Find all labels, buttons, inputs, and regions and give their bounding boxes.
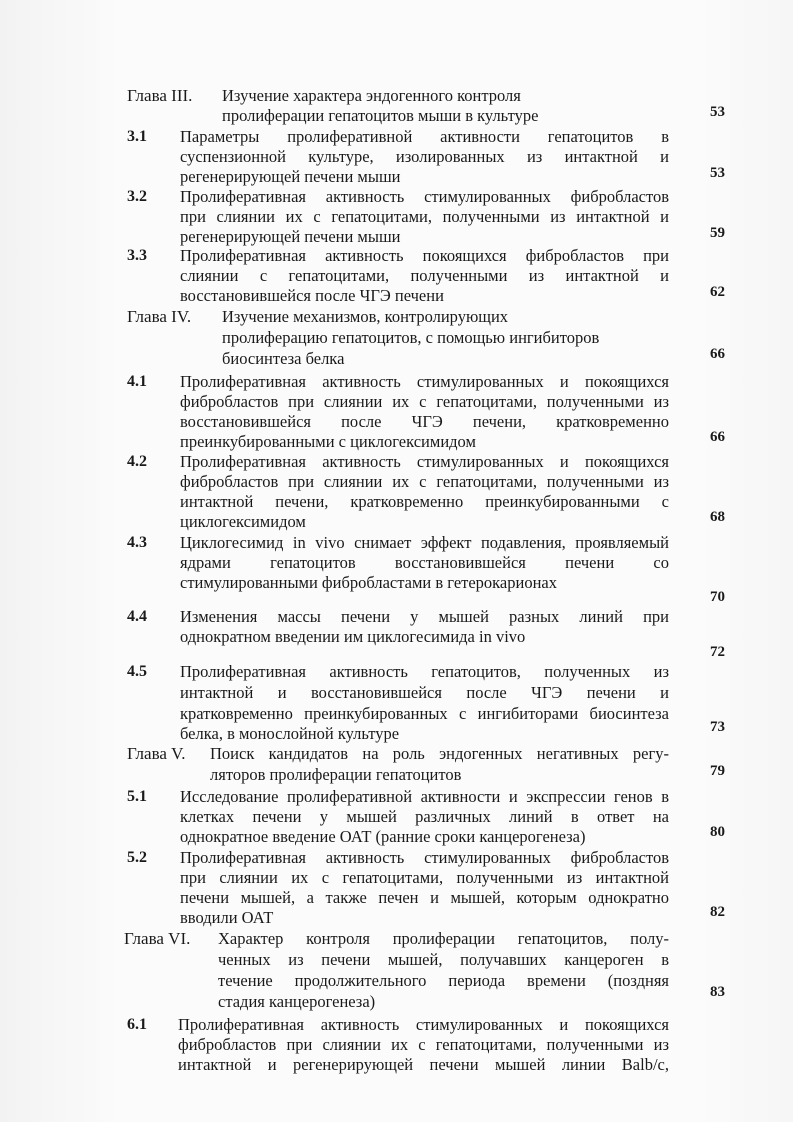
section-title-line: кратковременно преинкубированных с ингибиторами биосинтеза: [180, 704, 669, 723]
section-title-line: Пролиферативная активность гепатоцитов, полученных из: [180, 662, 669, 681]
section-title-line: Исследование пролиферативной активности и экспрессии генов в: [180, 787, 669, 806]
section-title-line: Пролиферативная активность стимулированных и покоящихся: [180, 452, 669, 471]
page-number: 53: [710, 104, 725, 120]
section-title-line: суспензионной культуре, изолированных из интактной и: [180, 147, 669, 166]
chapter-title-line: стадия канцерогенеза): [218, 992, 376, 1011]
page-number: 80: [710, 824, 725, 840]
section-title-line: Пролиферативная активность покоящихся фибробластов при: [180, 246, 669, 265]
section-title-line: вводили ОАТ: [180, 908, 274, 927]
section-title-line: регенерирующей печени мыши: [180, 227, 401, 246]
section-title-line: Пролиферативная активность стимулированных фибробластов: [180, 187, 669, 206]
section-number: 3.3: [127, 247, 147, 264]
section-number: 4.2: [127, 453, 147, 470]
chapter-title-line: Изучение характера эндогенного контроля: [222, 86, 521, 105]
page-number: 62: [710, 284, 725, 300]
page-number: 82: [710, 904, 725, 920]
chapter-title-line: течение продолжительного периода времени (поздняя: [218, 971, 669, 990]
chapter-title-line: биосинтеза белка: [222, 349, 345, 368]
section-title-line: интактной и восстановившейся после ЧГЭ печени и: [180, 683, 669, 702]
section-title-line: печени мышей, а также печен и мышей, которым однократно: [180, 888, 669, 907]
chapter-title-line: ляторов пролиферации гепатоцитов: [210, 765, 462, 784]
section-title-line: Пролиферативная активность стимулированных и покоящихся: [180, 372, 669, 391]
section-title-line: фибробластов при слиянии их с гепатоцитами, полученными из: [180, 392, 669, 411]
section-number: 6.1: [127, 1016, 147, 1033]
page-number: 66: [710, 429, 725, 445]
section-title-line: стимулированными фибробластами в гетерокарионах: [180, 573, 557, 592]
chapter-title-line: Характер контроля пролиферации гепатоцитов, полу-: [218, 929, 669, 948]
page-number: 66: [710, 346, 725, 362]
page-number: 79: [710, 763, 725, 779]
section-title-line: интактной печени, кратковременно преинкубированными с: [180, 492, 669, 511]
section-title-line: при слиянии их с гепатоцитами, полученными из интактной: [180, 868, 669, 887]
section-title-line: Пролиферативная активность стимулированных фибробластов: [180, 848, 669, 867]
chapter-label: Глава III.: [127, 86, 193, 105]
section-number: 3.1: [127, 128, 147, 145]
section-title-line: белка, в монослойной культуре: [180, 724, 400, 743]
section-title-line: при слиянии их с гепатоцитами, полученными из интактной и: [180, 207, 669, 226]
chapter-label: Глава VI.: [124, 929, 191, 948]
section-title-line: преинкубированными с циклогексимидом: [180, 432, 476, 451]
section-number: 4.4: [127, 608, 147, 625]
page-number: 72: [710, 644, 725, 660]
section-title-line: Параметры пролиферативной активности гепатоцитов в: [180, 127, 669, 146]
page-number: 83: [710, 984, 725, 1000]
chapter-title-line: ченных из печени мышей, получавших канцероген в: [218, 950, 669, 969]
chapter-title-line: Изучение механизмов, контролирующих: [222, 307, 509, 326]
section-title-line: циклогексимидом: [180, 512, 306, 531]
section-number: 3.2: [127, 188, 147, 205]
section-title-line: фибробластов при слиянии их с гепатоцитами, полученными из: [178, 1035, 669, 1054]
section-number: 5.2: [127, 849, 147, 866]
section-title-line: однократном введении им циклогесимида in vivo: [180, 627, 526, 646]
page-number: 59: [710, 225, 725, 241]
section-title-line: регенерирующей печени мыши: [180, 167, 401, 186]
section-title-line: восстановившейся после ЧГЭ печени: [180, 286, 444, 305]
section-number: 4.3: [127, 534, 147, 551]
section-title-line: ядрами гепатоцитов восстановившейся печени со: [180, 553, 669, 572]
section-title-line: слиянии с гепатоцитами, полученными из интактной и: [180, 266, 669, 285]
section-number: 5.1: [127, 788, 147, 805]
chapter-title-line: пролиферацию гепатоцитов, с помощью ингибиторов: [222, 328, 600, 347]
chapter-title-line: Поиск кандидатов на роль эндогенных негативных регу-: [210, 744, 669, 763]
chapter-label: Глава IV.: [127, 307, 192, 326]
section-number: 4.5: [127, 663, 147, 680]
section-title-line: Пролиферативная активность стимулированных и покоящихся: [178, 1015, 669, 1034]
chapter-title-line: пролиферации гепатоцитов мыши в культуре: [222, 106, 539, 125]
page-number: 68: [710, 509, 725, 525]
section-title-line: Изменения массы печени у мышей разных линий при: [180, 607, 669, 626]
section-title-line: интактной и регенерирующей печени мышей линии Balb/c,: [178, 1055, 669, 1074]
section-title-line: восстановившейся после ЧГЭ печени, кратковременно: [180, 412, 669, 431]
section-title-line: Циклогесимид in vivo снимает эффект подавления, проявляемый: [180, 533, 669, 552]
section-title-line: клетках печени у мышей различных линий в ответ на: [180, 807, 669, 826]
chapter-label: Глава V.: [127, 744, 186, 763]
section-title-line: фибробластов при слиянии их с гепатоцитами, полученными из: [180, 472, 669, 491]
page-number: 73: [710, 719, 725, 735]
section-title-line: однократное введение ОАТ (ранние сроки канцерогенеза): [180, 827, 586, 846]
section-number: 4.1: [127, 373, 147, 390]
page-number: 53: [710, 165, 725, 181]
page-number: 70: [710, 589, 725, 605]
